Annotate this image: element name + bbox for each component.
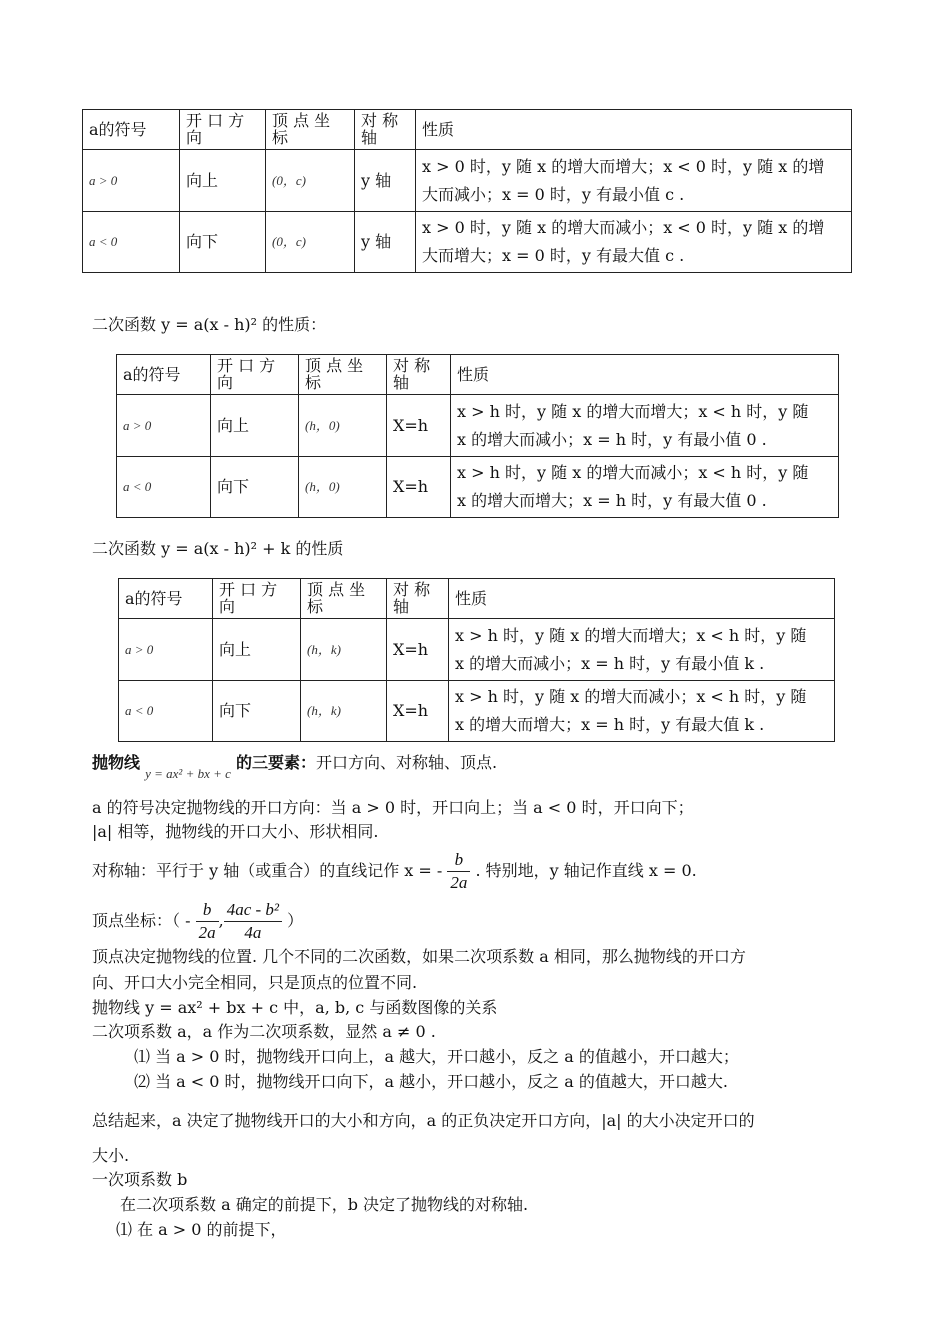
table-vertex-form-hk: [118, 578, 835, 742]
cell-axis: X=h: [387, 457, 451, 518]
cell-vertex: (h，0): [299, 457, 387, 518]
abs-rule-line: |a| 相等，抛物线的开口大小、形状相同.: [92, 822, 379, 841]
header-vertex: 顶 点 坐 标: [299, 355, 387, 395]
table-row: [119, 681, 835, 742]
fraction-denominator: 2a: [198, 923, 216, 942]
table-row: [117, 457, 839, 518]
cell-sign: a < 0: [117, 457, 211, 518]
property-line: x > h 时，y 随 x 的增大而减小；x < h 时，y 随: [457, 463, 809, 482]
property-line: x > h 时，y 随 x 的增大而减小；x < h 时，y 随: [455, 687, 807, 706]
header-property: 性质: [451, 355, 839, 395]
table-header-row: [119, 579, 835, 619]
cell-property: [416, 150, 852, 212]
header-property: 性质: [449, 579, 835, 619]
cell-property: [449, 681, 835, 742]
fraction-numerator: 4ac - b²: [224, 899, 282, 922]
list-item: ⑴ 在 a > 0 的前提下，: [116, 1220, 287, 1239]
table-row: [119, 619, 835, 681]
cell-axis: y 轴: [355, 212, 416, 273]
header-axis: 对 称 轴: [387, 355, 451, 395]
cell-axis: X=h: [387, 395, 451, 457]
sign-rule-line: a 的符号决定抛物线的开口方向：当 a > 0 时，开口向上；当 a < 0 时，开口向下；: [92, 798, 694, 817]
table-header-row: [117, 355, 839, 395]
header-vertex: 顶 点 坐 标: [266, 110, 355, 150]
header-axis: 对 称 轴: [355, 110, 416, 150]
paragraph-line: 顶点决定抛物线的位置. 几个不同的二次函数，如果二次项系数 a 相同，那么抛物线的开口方: [92, 947, 746, 966]
axis-line: [92, 848, 697, 894]
property-line: x > h 时，y 随 x 的增大而增大；x < h 时，y 随: [457, 401, 809, 421]
axis-line-before: 对称轴：平行于 y 轴（或重合）的直线记作 x = -: [92, 861, 443, 880]
property-line: x > 0 时，y 随 x 的增大而增大；x < 0 时，y 随 x 的增: [422, 156, 825, 176]
quad-coef-line: 二次项系数 a，a 作为二次项系数，显然 a ≠ 0 .: [92, 1022, 436, 1041]
section-title: 二次函数 y = a(x - h)² + k 的性质: [92, 539, 344, 558]
fraction-numerator: b: [447, 849, 470, 872]
axis-fraction: [447, 849, 470, 894]
three-elements-bold-tail: 的三要素：: [236, 753, 317, 772]
property-line: x > h 时，y 随 x 的增大而增大；x < h 时，y 随: [455, 625, 807, 645]
linear-coef-line: 在二次项系数 a 确定的前提下，b 决定了抛物线的对称轴.: [120, 1195, 529, 1214]
vertex-fraction-x: [196, 899, 219, 944]
relation-line: 抛物线 y = ax² + bx + c 中，a, b, c 与函数图像的关系: [92, 998, 498, 1017]
parabola-formula: y = ax² + bx + c: [145, 766, 231, 781]
cell-opening: 向上: [213, 619, 301, 681]
table-vertex-form-h: [116, 354, 839, 518]
header-sign: a的符号: [83, 110, 180, 150]
cell-axis: X=h: [387, 681, 449, 742]
cell-vertex: (h，0): [299, 395, 387, 457]
cell-sign: a < 0: [83, 212, 180, 273]
table-header-row: [83, 110, 852, 150]
table-row: [83, 150, 852, 212]
cell-sign: a > 0: [83, 150, 180, 212]
cell-sign: a < 0: [119, 681, 213, 742]
table-quadratic-basic: [82, 109, 852, 273]
vertex-close: ）: [287, 911, 304, 930]
cell-vertex: (h，k): [301, 681, 387, 742]
three-elements-lead: 抛物线: [92, 753, 141, 772]
cell-axis: y 轴: [355, 150, 416, 212]
cell-opening: 向上: [180, 150, 266, 212]
header-sign: a的符号: [119, 579, 213, 619]
cell-vertex: (h，k): [301, 619, 387, 681]
vertex-line: [92, 898, 303, 944]
property-line: x 的增大而减小；x = h 时，y 有最小值 0 .: [457, 429, 767, 449]
cell-property: [451, 457, 839, 518]
property-line: x 的增大而增大；x = h 时，y 有最大值 0 .: [457, 491, 767, 510]
list-item: ⑴ 当 a > 0 时，抛物线开口向上，a 越大，开口越小，反之 a 的值越小，开口越大；: [134, 1047, 739, 1066]
property-line: 大而增大；x = 0 时，y 有最大值 c .: [422, 246, 685, 265]
cell-sign: a > 0: [119, 619, 213, 681]
header-property: 性质: [416, 110, 852, 150]
three-elements-rest: 开口方向、对称轴、顶点.: [316, 753, 498, 772]
fraction-denominator: 2a: [450, 873, 468, 892]
cell-opening: 向下: [211, 457, 299, 518]
header-sign: a的符号: [117, 355, 211, 395]
cell-sign: a > 0: [117, 395, 211, 457]
summary-line: 总结起来，a 决定了抛物线开口的大小和方向，a 的正负决定开口方向，|a| 的大小决定开口的: [92, 1111, 755, 1130]
vertex-label: 顶点坐标：（ -: [92, 911, 191, 930]
header-opening: 开 口 方 向: [180, 110, 266, 150]
summary-line: 大小.: [92, 1146, 130, 1165]
property-line: x 的增大而增大；x = h 时，y 有最大值 k .: [455, 715, 765, 734]
section-title: 二次函数 y = a(x - h)² 的性质：: [92, 315, 327, 334]
header-opening: 开 口 方 向: [211, 355, 299, 395]
header-vertex: 顶 点 坐 标: [301, 579, 387, 619]
linear-coef-title: 一次项系数 b: [92, 1170, 188, 1189]
property-line: 大而减小；x = 0 时，y 有最小值 c .: [422, 184, 685, 204]
fraction-denominator: 4a: [244, 923, 262, 942]
header-opening: 开 口 方 向: [213, 579, 301, 619]
vertex-separator: ,: [218, 911, 224, 930]
cell-axis: X=h: [387, 619, 449, 681]
vertex-fraction-y: [224, 899, 282, 944]
cell-opening: 向下: [213, 681, 301, 742]
property-line: x 的增大而减小；x = h 时，y 有最小值 k .: [455, 653, 765, 673]
header-axis: 对 称 轴: [387, 579, 449, 619]
cell-vertex: (0，c): [266, 150, 355, 212]
property-line: x > 0 时，y 随 x 的增大而减小；x < 0 时，y 随 x 的增: [422, 218, 825, 237]
three-elements-line: [92, 752, 498, 781]
table-row: [83, 212, 852, 273]
paragraph-line: 向、开口大小完全相同，只是顶点的位置不同.: [92, 973, 418, 992]
cell-opening: 向下: [180, 212, 266, 273]
cell-property: [449, 619, 835, 681]
cell-vertex: (0，c): [266, 212, 355, 273]
fraction-numerator: b: [196, 899, 219, 922]
axis-line-after: . 特别地，y 轴记作直线 x = 0.: [475, 861, 697, 880]
list-item: ⑵ 当 a < 0 时，抛物线开口向下，a 越小，开口越小，反之 a 的值越大，开口越大.: [134, 1072, 728, 1091]
cell-property: [451, 395, 839, 457]
cell-property: [416, 212, 852, 273]
cell-opening: 向上: [211, 395, 299, 457]
table-row: [117, 395, 839, 457]
